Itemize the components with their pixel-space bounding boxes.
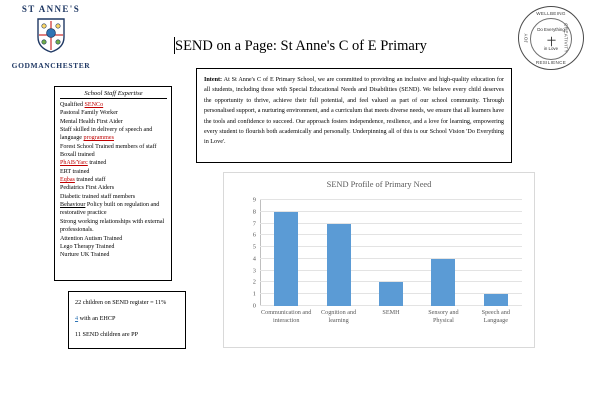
chart-y-tick-label: 9 xyxy=(252,196,256,204)
roundel-bottom-text: RESILIENCE xyxy=(535,60,567,65)
chart-y-tick-label: 3 xyxy=(252,267,256,275)
chart-y-tick-label: 6 xyxy=(252,231,256,239)
send-numbers-box xyxy=(68,291,186,349)
staff-expertise-list xyxy=(60,101,167,260)
page-title: SEND on a Page: St Anne's C of E Primary xyxy=(175,38,427,54)
staff-item-link: programmes xyxy=(83,135,114,142)
chart-x-tick-label: Communication and interaction xyxy=(261,309,312,324)
staff-item-link: SENCo xyxy=(84,102,104,108)
roundel-top-text: WELLBEING xyxy=(536,11,566,16)
send-profile-chart xyxy=(223,172,535,348)
chart-bar xyxy=(379,282,403,306)
pp-label: 11 SEND children are PP xyxy=(75,331,139,338)
send-register-percent: 11% xyxy=(155,299,167,306)
chart-y-tick-label: 5 xyxy=(252,243,256,251)
crest-left-bottom-text: GODMANCHESTER xyxy=(11,61,91,70)
list-item: PhAB/Yarc trained xyxy=(60,160,107,167)
chart-x-tick-labels xyxy=(260,309,522,339)
list-item: Diabetic trained staff members xyxy=(60,193,136,200)
ehcp-count xyxy=(75,314,179,323)
chart-bar-slot xyxy=(312,200,364,306)
roundel-right-text: CREATIVITY xyxy=(563,23,569,53)
staff-expertise-title: School Staff Expertise xyxy=(84,90,143,97)
chart-bar-slot xyxy=(260,200,312,306)
list-item: Pastoral Family Worker xyxy=(60,110,118,117)
chart-bar-slot xyxy=(470,200,522,306)
chart-bar xyxy=(327,224,351,306)
intent-body: At St Anne's C of E Primary School, we are committed to providing an inclusive and high-quality education for all students, including those with Special Educational Needs and Disabilities (SEND). We believe every child deserves the opportunity to thrive, achieve their full potential, and feel valued as part of our school community. Through personalised support, a nurturing environment, and a curriculum that meets diverse needs, we ensure that all learners have the tools and confidence to succeed. Our approach fosters independence, resilience, and a love for learning, empowering every student to flourish both academically and personally. Underpinning all of this is our School Vision 'Do Everything in Love'. xyxy=(204,77,504,146)
send-register-count xyxy=(75,298,179,307)
chart-y-tick-label: 1 xyxy=(252,290,256,298)
roundel-left-text: JOY xyxy=(523,33,529,43)
chart-y-tick-label: 7 xyxy=(252,220,256,228)
send-register-label: 22 children on SEND register = xyxy=(75,299,156,306)
chart-y-tick-label: 2 xyxy=(252,278,256,286)
ehcp-label: with an EHCP xyxy=(78,315,116,322)
intent-paragraph xyxy=(204,75,504,148)
list-item: Mental Health First Aider xyxy=(60,118,123,125)
ehcp-value: 4 xyxy=(75,315,79,322)
pp-count xyxy=(75,330,179,339)
list-item: Eqbas trained staff xyxy=(60,177,106,184)
chart-y-tick-label: 8 xyxy=(252,208,256,216)
list-item: Pediatrics First Aiders xyxy=(60,185,115,192)
chart-bar-slot xyxy=(365,200,417,306)
chart-x-tick-label: SEMH xyxy=(382,309,400,316)
staff-item-link: Eqbas xyxy=(60,177,75,184)
chart-title: SEND Profile of Primary Need xyxy=(326,180,432,189)
cross-icon xyxy=(546,34,557,45)
roundel-inner-circle xyxy=(530,18,572,60)
list-item: Staff skilled in delivery of speech and language programmes xyxy=(60,127,153,142)
chart-x-tick-label: Cognition and learning xyxy=(320,309,357,324)
staff-item-link: PhAB/Yarc xyxy=(60,160,88,167)
award-roundel xyxy=(518,6,584,70)
chart-y-tick-label: 4 xyxy=(252,255,256,263)
heraldic-shield-icon xyxy=(36,17,66,53)
list-item: Nurture UK Trained xyxy=(60,252,110,259)
roundel-inner-line2: in Love xyxy=(543,45,559,51)
intent-box xyxy=(196,68,512,163)
staff-item-emphasis: Behaviour xyxy=(60,202,86,209)
staff-expertise-box xyxy=(54,86,172,281)
chart-x-tick-label: Speech and Language xyxy=(481,309,510,324)
chart-bar-slot xyxy=(417,200,469,306)
chart-plot-area xyxy=(252,196,522,310)
list-item: Qualified SENCo xyxy=(60,102,104,108)
school-crest-left xyxy=(8,4,94,70)
list-item: Forest School Trained members of staff xyxy=(60,143,157,150)
list-item: Lego Therapy Trained xyxy=(60,243,115,250)
intent-label: Intent: xyxy=(204,77,223,83)
chart-bars xyxy=(260,200,522,306)
staff-expertise-divider xyxy=(60,98,167,99)
roundel-inner-line1: Do Everything xyxy=(537,26,565,32)
list-item: Strong working relationships with external professionals. xyxy=(60,218,165,234)
list-item: Behaviour Policy built on regulation and restorative practice xyxy=(60,202,160,217)
chart-bar xyxy=(274,212,298,306)
list-item: Boxall trained xyxy=(60,152,95,159)
chart-y-tick-label: 0 xyxy=(252,302,256,310)
list-item: ERT trained xyxy=(60,168,90,175)
chart-x-tick-label: Sensory and Physical xyxy=(428,309,459,324)
crest-left-top-text: ST ANNE'S xyxy=(21,4,81,14)
chart-bar xyxy=(484,294,508,306)
chart-bar xyxy=(431,259,455,306)
list-item: Attention Autism Trained xyxy=(60,235,123,242)
